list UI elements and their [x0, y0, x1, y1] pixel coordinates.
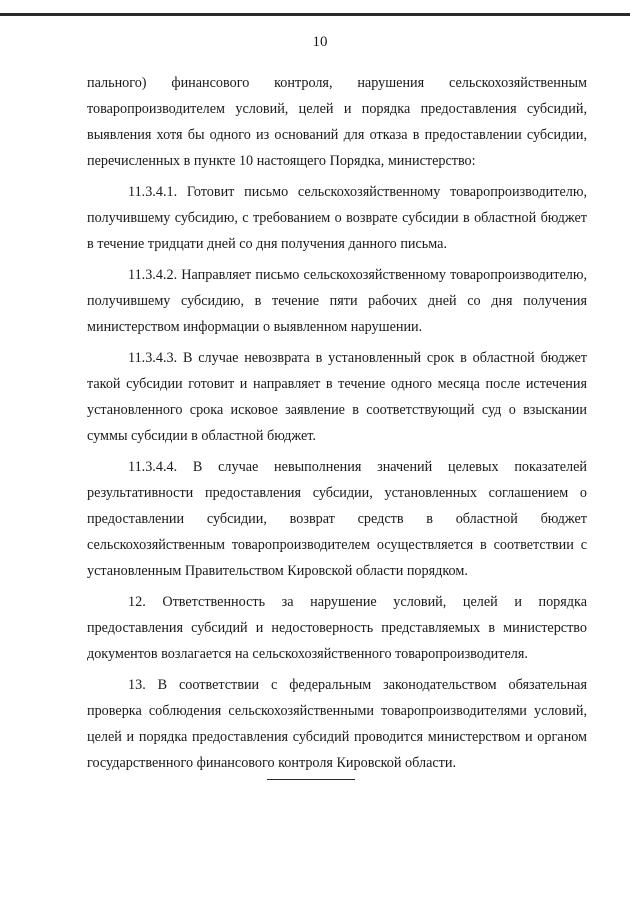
page-number: 10: [312, 34, 328, 50]
paragraph-11-3-4-4: 11.3.4.4. В случае невыполнения значений целевых показателей результативности предоставления субсидии, установленных соглашением о предоставлении субсидии, возврат средств в областной бюджет сельскохозяйственным товаропроизводителем осуществляется в соответствии с установленным Правительством Кировской области порядком.: [87, 459, 587, 579]
paragraph-11-3-4-3: 11.3.4.3. В случае невозврата в установленный срок в областной бюджет такой субсидии готовит и направляет в течение одного месяца после истечения установленного срока исковое заявление в соответствующий суд о взыскании суммы субсидии в областной бюджет.: [87, 350, 587, 444]
end-of-document-rule: [267, 779, 355, 780]
paragraph-11-3-4-2: 11.3.4.2. Направляет письмо сельскохозяйственному товаропроизводителю, получившему субсидию, в течение пяти рабочих дней со дня получения министерством информации о выявленном нарушении.: [87, 267, 587, 335]
paragraph-12: 12. Ответственность за нарушение условий, целей и порядка предоставления субсидий и недостоверность представляемых в министерство документов возлагается на сельскохозяйственного товаропроизводителя.: [87, 594, 587, 662]
paragraph-continuation: пального) финансового контроля, нарушения сельскохозяйственным товаропроизводителем условий, целей и порядка предоставления субсидий, выявления хотя бы одного из оснований для отказа в предоставлении субсидии, перечисленных в пункте 10 настоящего Порядка, министерство:: [87, 75, 587, 169]
paragraph-11-3-4-1: 11.3.4.1. Готовит письмо сельскохозяйственному товаропроизводителю, получившему субсидию, с требованием о возврате субсидии в областной бюджет в течение тридцати дней со дня получения данного письма.: [87, 184, 587, 252]
document-body: [87, 70, 587, 776]
top-border-rule: [0, 13, 630, 16]
paragraph-13: 13. В соответствии с федеральным законодательством обязательная проверка соблюдения сельскохозяйственными товаропроизводителями условий, целей и порядка предоставления субсидий проводится министерством и органом государственного финансового контроля Кировской области.: [87, 677, 587, 771]
